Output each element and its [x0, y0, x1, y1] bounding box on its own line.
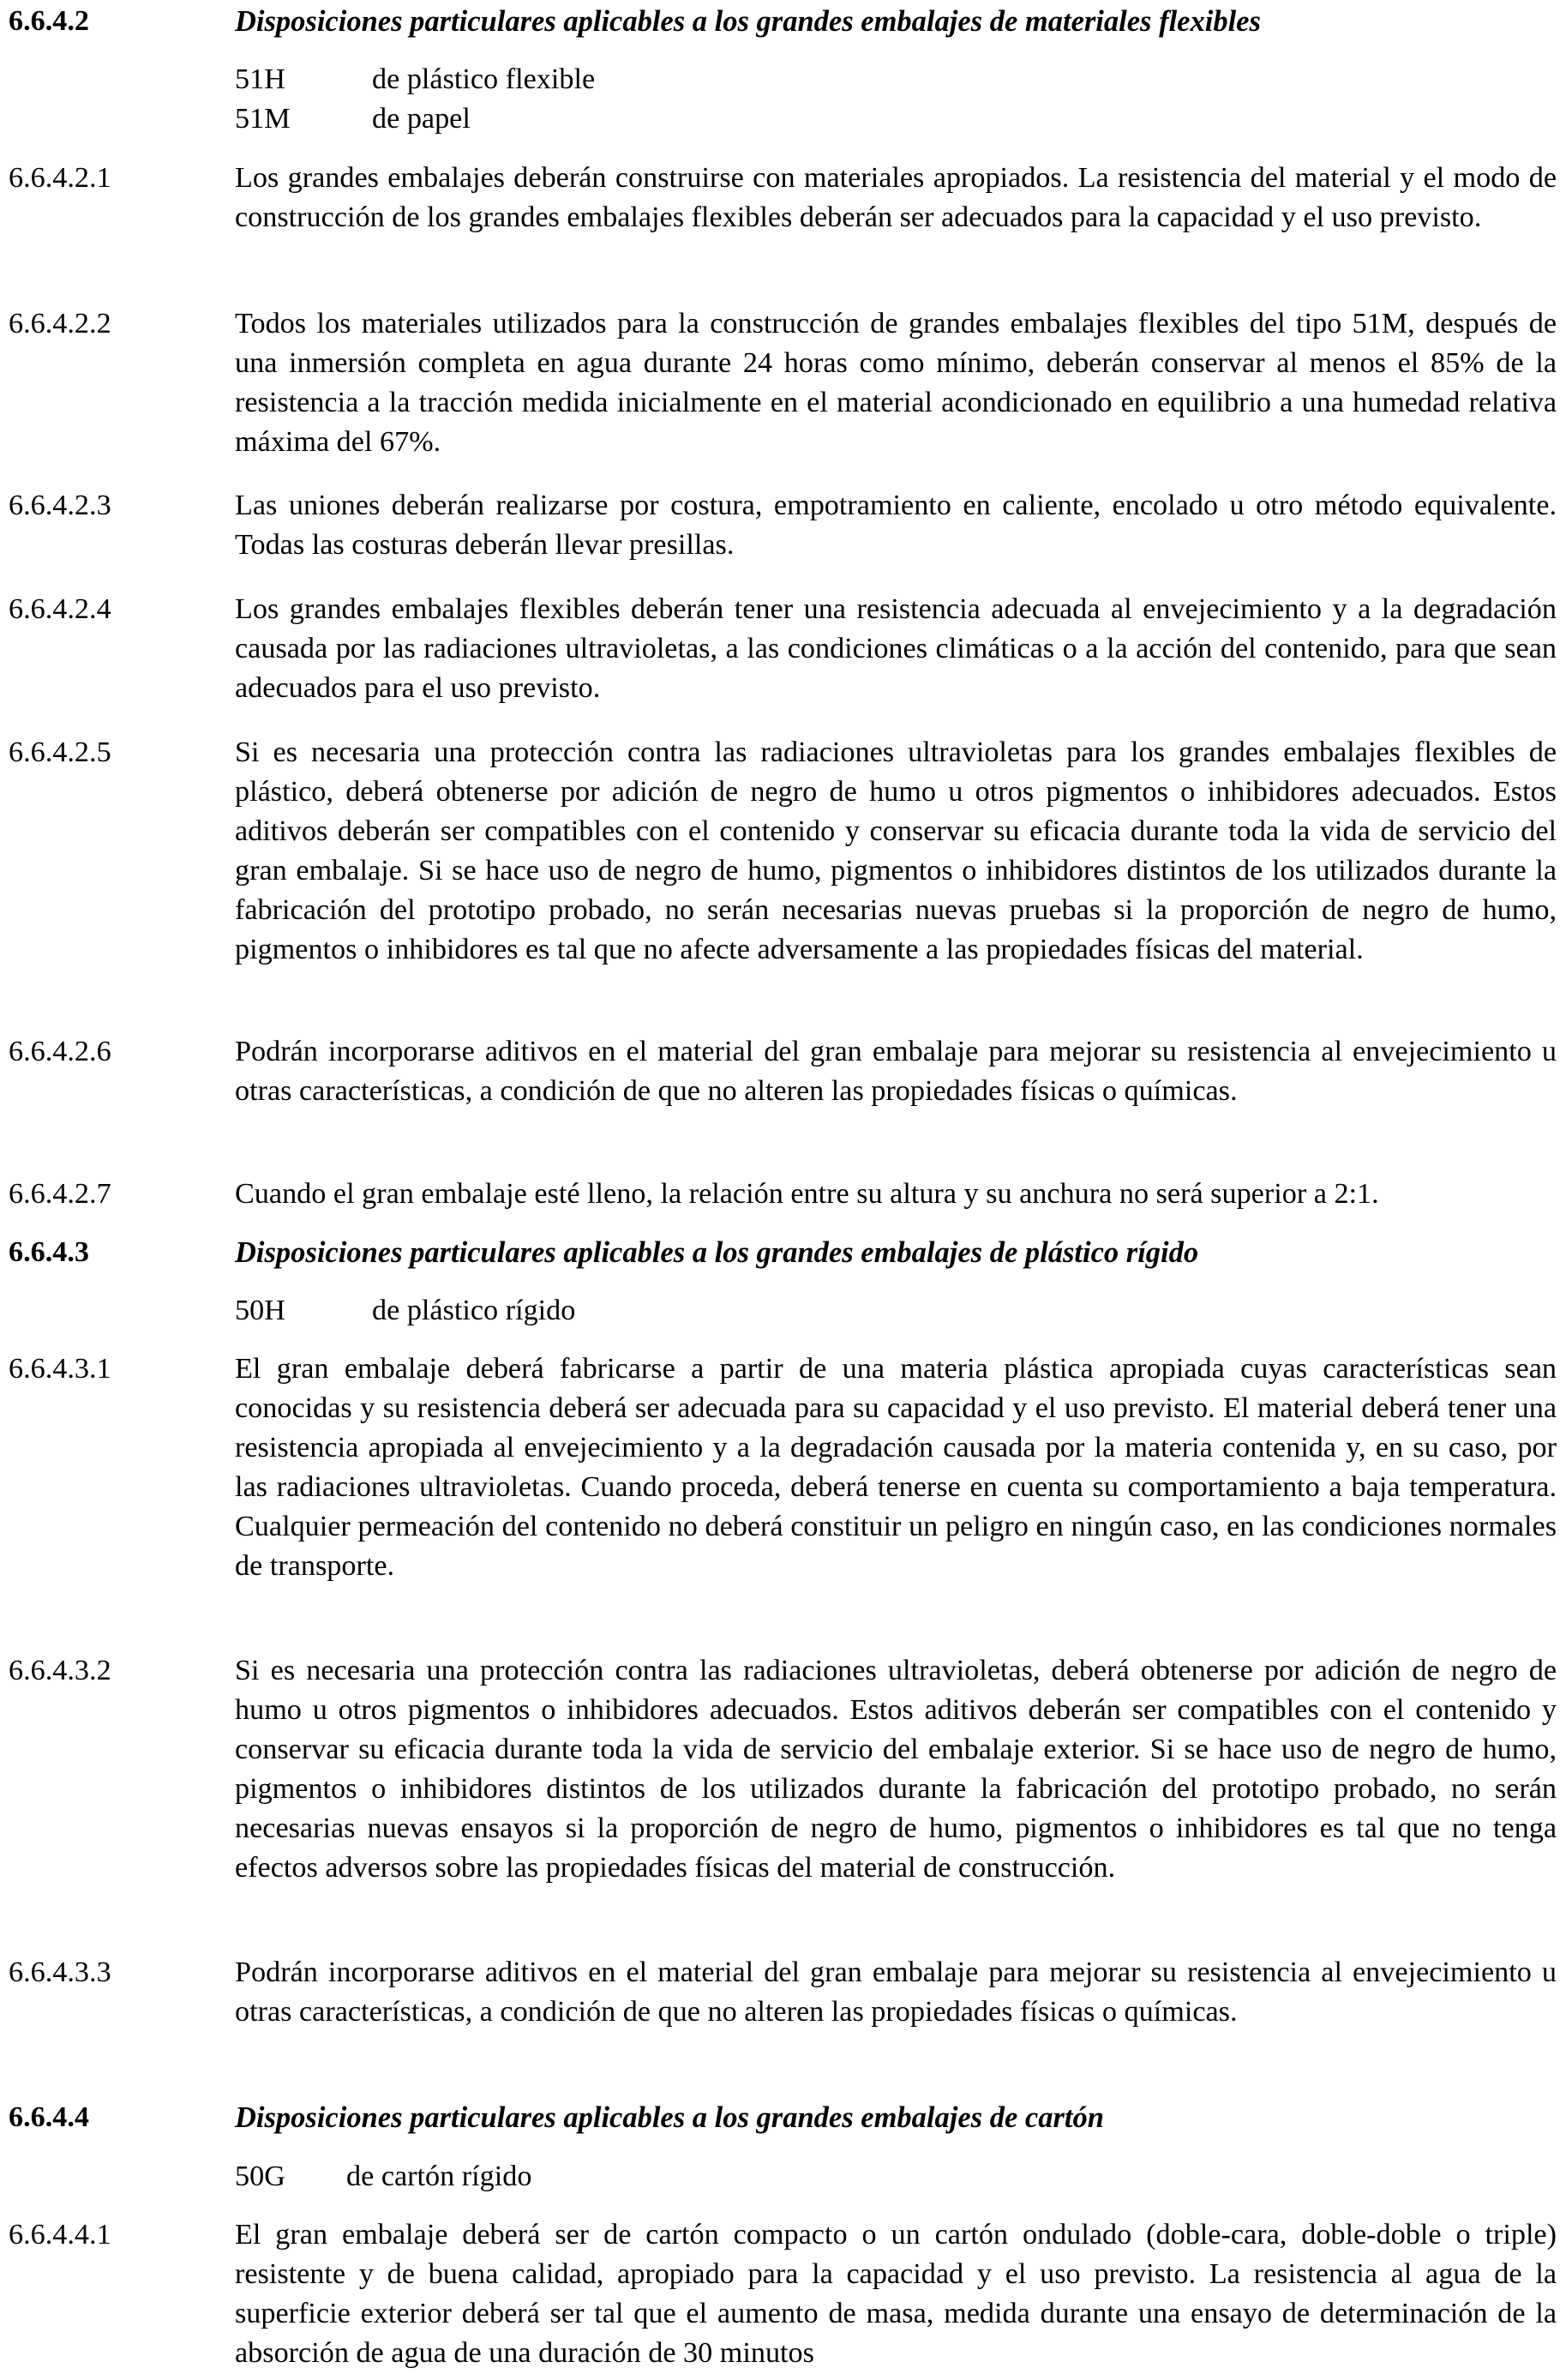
packaging-code: 50H [235, 1295, 285, 1326]
paragraph [9, 304, 1557, 462]
paragraph-text: Podrán incorporarse aditivos en el material del gran embalaje para mejorar su resistencia al envejecimiento u otras características, a condición de que no alteren las propiedades físicas o químicas. [235, 1956, 1557, 2028]
paragraph-number: 6.6.4.2.5 [9, 736, 111, 768]
section-title: Disposiciones particulares aplicables a los grandes embalajes de materiales flexibles [235, 5, 1261, 38]
paragraph-text: Si es necesaria una protección contra las radiaciones ultravioletas para los grandes embalajes flexibles de plástico, deberá obtenerse por adición de negro de humo u otros pigmentos o inhibidores adecuados. Estos aditivos deberán ser compatibles con el contenido y conservar su eficacia durante toda la vida de servicio del gran embalaje. Si se hace uso de negro de humo, pigmentos o inhibidores distintos de los utilizados durante la fabricación del prototipo probado, no serán necesarias nuevas pruebas si la proporción de negro de humo, pigmentos o inhibidores es tal que no afecte adversamente a las propiedades físicas del material. [235, 736, 1557, 965]
packaging-code: 51M [235, 103, 291, 135]
packaging-code-description: de papel [372, 103, 471, 135]
paragraph [9, 1651, 1557, 1888]
paragraph-text: Los grandes embalajes flexibles deberán tener una resistencia adecuada al envejecimiento y a la degradación causada por las radiaciones ultravioletas, a las condiciones climáticas o a la acción del contenido, para que sean adecuados para el uso previsto. [235, 593, 1557, 704]
paragraph [9, 1175, 1557, 1214]
paragraph-number: 6.6.4.2.1 [9, 162, 111, 194]
paragraph [9, 1349, 1557, 1586]
section-title: Disposiciones particulares aplicables a los grandes embalajes de cartón [235, 2101, 1104, 2134]
paragraph-text: Podrán incorporarse aditivos en el material del gran embalaje para mejorar su resistencia al envejecimiento u otras características, a condición de que no alteren las propiedades físicas o químicas. [235, 1036, 1557, 1107]
paragraph-number: 6.6.4.3.3 [9, 1956, 111, 1988]
paragraph-number: 6.6.4.2.3 [9, 490, 111, 521]
packaging-code-row [9, 60, 595, 99]
section-heading [9, 2098, 1104, 2137]
section-number: 6.6.4.2 [9, 5, 90, 37]
paragraph-text: El gran embalaje deberá fabricarse a partir de una materia plástica apropiada cuyas características sean conocidas y su resistencia deberá ser adecuada para su capacidad y el uso previsto. El material deberá tener una resistencia apropiada al envejecimiento y a la degradación causada por la materia contenida y, en su caso, por las radiaciones ultravioletas. Cuando proceda, deberá tenerse en cuenta su comportamiento a baja temperatura. Cualquier permeación del contenido no deberá constituir un peligro en ningún caso, en las condiciones normales de transporte. [235, 1353, 1557, 1582]
paragraph-number: 6.6.4.2.2 [9, 308, 111, 340]
paragraph [9, 1953, 1557, 2032]
packaging-code-row [9, 99, 471, 139]
paragraph-text: El gran embalaje deberá ser de cartón compacto o un cartón ondulado (doble-cara, doble-doble o triple) resistente y de buena calidad, apropiado para la capacidad y el uso previsto. La resistencia al agua de la superficie exterior deberá ser tal que el aumento de masa, medida durante una ensayo de determinación de la absorción de agua de una duración de 30 minutos [235, 2219, 1557, 2369]
paragraph [9, 486, 1557, 565]
paragraph [9, 590, 1557, 708]
packaging-code-description: de cartón rígido [346, 2161, 532, 2192]
packaging-code-description: de plástico rígido [372, 1295, 576, 1326]
paragraph-text: Las uniones deberán realizarse por costura, empotramiento en caliente, encolado u otro método equivalente. Todas las costuras deberán llevar presillas. [235, 490, 1557, 561]
section-number: 6.6.4.3 [9, 1236, 90, 1268]
packaging-code-row [9, 1291, 575, 1331]
paragraph-number: 6.6.4.3.2 [9, 1655, 111, 1686]
paragraph [9, 159, 1557, 237]
paragraph [9, 733, 1557, 970]
paragraph-number: 6.6.4.2.6 [9, 1036, 111, 1067]
paragraph [9, 1032, 1557, 1111]
packaging-code-description: de plástico flexible [372, 63, 596, 95]
paragraph-text: Todos los materiales utilizados para la construcción de grandes embalajes flexibles del tipo 51M, después de una inmersión completa en agua durante 24 horas como mínimo, deberán conservar al menos el 85% de la resistencia a la tracción medida inicialmente en el material acondicionado en equilibrio a una humedad relativa máxima del 67%. [235, 308, 1557, 458]
packaging-code: 51H [235, 63, 285, 95]
packaging-code-row [9, 2157, 531, 2197]
paragraph-number: 6.6.4.2.7 [9, 1178, 111, 1210]
paragraph-number: 6.6.4.2.4 [9, 593, 111, 625]
paragraph-text: Si es necesaria una protección contra las radiaciones ultravioletas, deberá obtenerse por adición de negro de humo u otros pigmentos o inhibidores adecuados. Estos aditivos deberán ser compatibles con el contenido y conservar su eficacia durante toda la vida de servicio del embalaje exterior. Si se hace uso de negro de humo, pigmentos o inhibidores distintos de los utilizados durante la fabricación del prototipo probado, no serán necesarias nuevas ensayos si la proporción de negro de humo, pigmentos o inhibidores es tal que no tenga efectos adversos sobre las propiedades físicas del material de construcción. [235, 1655, 1557, 1884]
section-number: 6.6.4.4 [9, 2101, 90, 2133]
paragraph-number: 6.6.4.4.1 [9, 2219, 111, 2251]
section-heading [9, 2, 1261, 41]
section-heading [9, 1233, 1198, 1272]
packaging-code: 50G [235, 2161, 285, 2192]
paragraph [9, 2215, 1557, 2373]
paragraph-number: 6.6.4.3.1 [9, 1353, 111, 1385]
paragraph-text: Los grandes embalajes deberán construirse con materiales apropiados. La resistencia del material y el modo de construcción de los grandes embalajes flexibles deberán ser adecuados para la capacidad y el uso previsto. [235, 162, 1557, 233]
paragraph-text: Cuando el gran embalaje esté lleno, la relación entre su altura y su anchura no será superior a 2:1. [235, 1178, 1379, 1210]
section-title: Disposiciones particulares aplicables a los grandes embalajes de plástico rígido [235, 1236, 1199, 1269]
